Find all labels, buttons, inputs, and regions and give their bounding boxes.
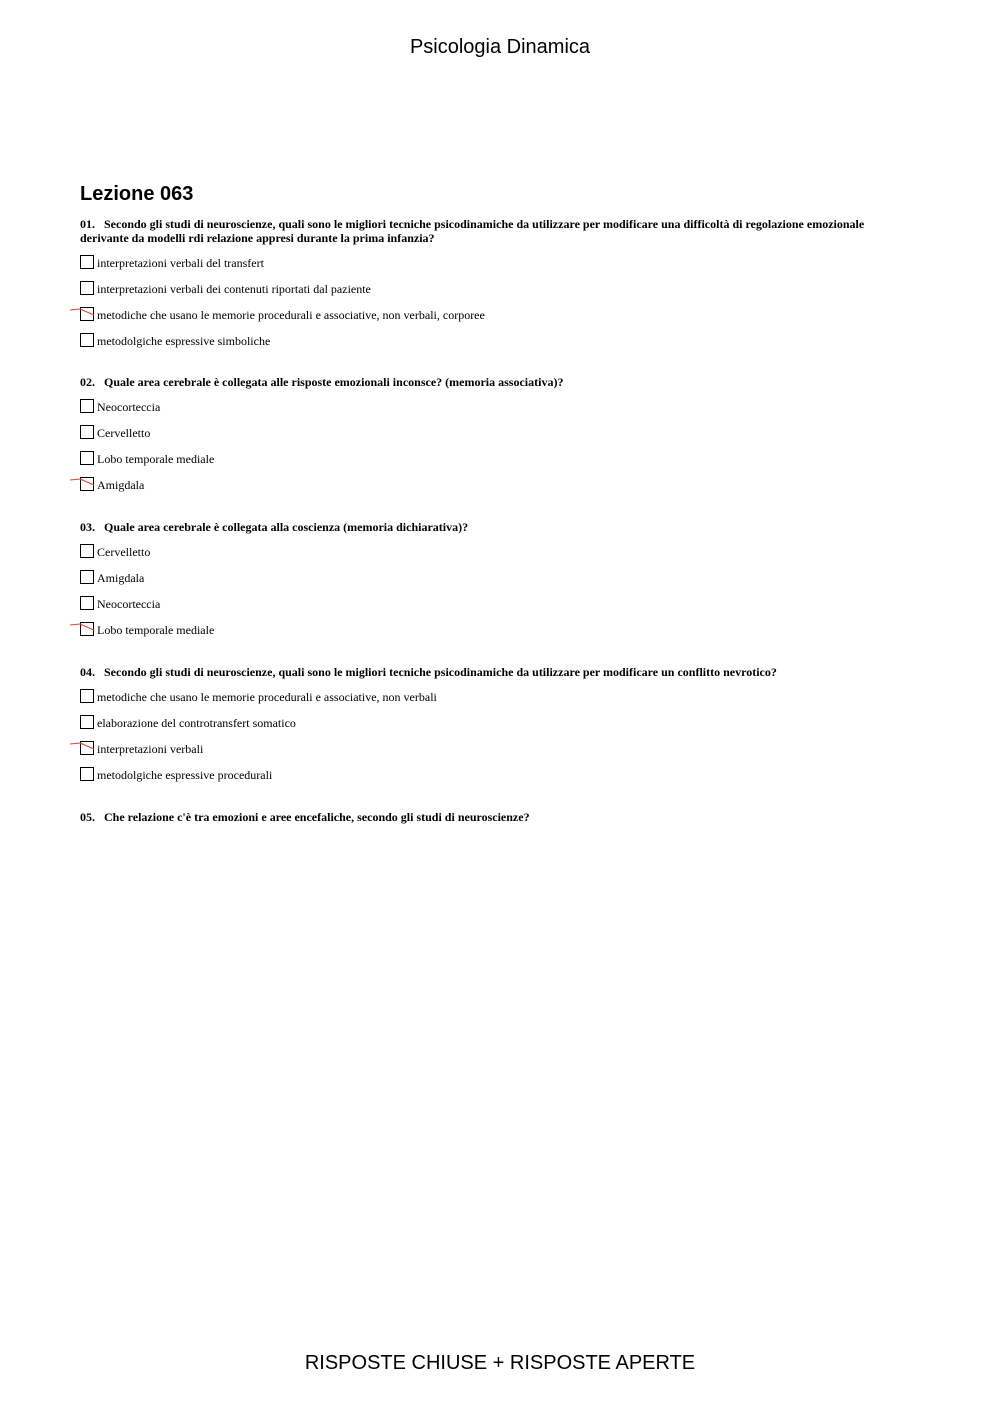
option-label: metodolgiche espressive procedurali xyxy=(97,768,273,782)
page-footer: RISPOSTE CHIUSE + RISPOSTE APERTE xyxy=(304,1352,696,1374)
question-04 xyxy=(80,665,890,783)
option-checkbox[interactable] xyxy=(80,425,94,439)
lesson-title: Lezione 063 xyxy=(80,183,194,205)
answer-check-mark-icon xyxy=(70,475,98,489)
option-label: Lobo temporale mediale xyxy=(97,452,215,466)
option-label: Lobo temporale mediale xyxy=(97,623,215,637)
question-body: Quale area cerebrale è collegata alla coscienza (memoria dichiarativa)? xyxy=(104,520,469,534)
answer-check-mark-icon xyxy=(70,739,98,753)
question-number: 02. xyxy=(80,375,95,389)
option[interactable] xyxy=(80,741,890,757)
option-label: Amigdala xyxy=(97,571,145,585)
page-header: Psicologia Dinamica xyxy=(409,36,591,58)
option-checkbox[interactable] xyxy=(80,715,94,729)
option-label: interpretazioni verbali dei contenuti riportati dal paziente xyxy=(97,282,371,296)
option[interactable] xyxy=(80,333,890,349)
option-checkbox[interactable] xyxy=(80,255,94,269)
option[interactable] xyxy=(80,399,890,415)
option-checkbox[interactable] xyxy=(80,596,94,610)
option[interactable] xyxy=(80,767,890,783)
question-number: 04. xyxy=(80,665,95,679)
question-text xyxy=(80,375,890,389)
question-body: Quale area cerebrale è collegata alle risposte emozionali inconsce? (memoria associativa)? xyxy=(104,375,564,389)
option-checkbox[interactable] xyxy=(80,399,94,413)
question-text xyxy=(80,810,890,824)
question-text xyxy=(80,665,890,679)
option-label: Cervelletto xyxy=(97,545,151,559)
question-body: Che relazione c'è tra emozioni e aree encefaliche, secondo gli studi di neuroscienze? xyxy=(104,810,530,824)
option-checkbox[interactable] xyxy=(80,281,94,295)
option[interactable] xyxy=(80,596,890,612)
option-checkbox[interactable] xyxy=(80,544,94,558)
option-label: metodiche che usano le memorie procedurali e associative, non verbali xyxy=(97,690,437,704)
option[interactable] xyxy=(80,622,890,638)
option[interactable] xyxy=(80,307,890,323)
question-number: 03. xyxy=(80,520,95,534)
question-03 xyxy=(80,520,890,638)
option-label: elaborazione del controtransfert somatico xyxy=(97,716,296,730)
answer-check-mark-icon xyxy=(70,305,98,319)
option-label: metodolgiche espressive simboliche xyxy=(97,334,271,348)
option-label: Neocorteccia xyxy=(97,400,161,414)
option[interactable] xyxy=(80,544,890,560)
question-number: 05. xyxy=(80,810,95,824)
question-body: Secondo gli studi di neuroscienze, quali sono le migliori tecniche psicodinamiche da utilizzare per modificare un conflitto nevrotico? xyxy=(104,665,777,679)
option[interactable] xyxy=(80,477,890,493)
option[interactable] xyxy=(80,255,890,271)
option[interactable] xyxy=(80,281,890,297)
option[interactable] xyxy=(80,715,890,731)
option[interactable] xyxy=(80,570,890,586)
option-checkbox[interactable] xyxy=(80,767,94,781)
question-number: 01. xyxy=(80,217,95,231)
option[interactable] xyxy=(80,689,890,705)
option-label: interpretazioni verbali xyxy=(97,742,204,756)
question-01 xyxy=(80,217,890,349)
answer-check-mark-icon xyxy=(70,620,98,634)
question-body: Secondo gli studi di neuroscienze, quali sono le migliori tecniche psicodinamiche da utilizzare per modificare una difficoltà di regolazione emozionale derivante da modelli rdi relazione appresi durante la prima infanzia? xyxy=(80,217,865,245)
option-checkbox[interactable] xyxy=(80,570,94,584)
option-checkbox[interactable] xyxy=(80,689,94,703)
option[interactable] xyxy=(80,425,890,441)
question-02 xyxy=(80,375,890,493)
option[interactable] xyxy=(80,451,890,467)
question-text xyxy=(80,217,890,245)
question-text xyxy=(80,520,890,534)
option-checkbox[interactable] xyxy=(80,451,94,465)
option-label: Neocorteccia xyxy=(97,597,161,611)
option-label: metodiche che usano le memorie procedurali e associative, non verbali, corporee xyxy=(97,308,485,322)
option-label: Cervelletto xyxy=(97,426,151,440)
option-label: Amigdala xyxy=(97,478,145,492)
question-05 xyxy=(80,810,890,824)
option-checkbox[interactable] xyxy=(80,333,94,347)
option-label: interpretazioni verbali del transfert xyxy=(97,256,264,270)
